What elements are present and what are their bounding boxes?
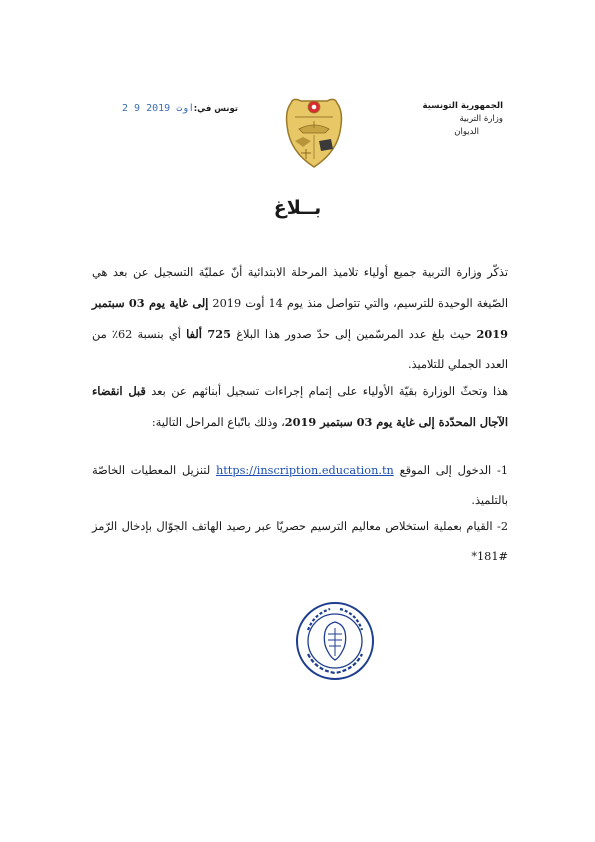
page-title: بــلاغ xyxy=(273,197,322,219)
republic-name: الجمهورية التونسية xyxy=(422,101,503,111)
step-one-text-end: لتنزيل المعطيات الخاصّة بالتلميذ. xyxy=(92,464,508,507)
step-two: 2- القيام بعملية استخلاص معاليم الترسيم حصريّا عبر رصيد الهاتف الجوّال بإدخال الرّمز #181* xyxy=(92,520,508,563)
reminder-text-end: ، وذلك باتّباع المراحل التالية: xyxy=(151,416,285,429)
intro-text-end: أي بنسبة 62٪ من العدد الجملي للتلاميذ. xyxy=(92,328,508,371)
paragraph-intro xyxy=(92,258,508,380)
date-stamp: 2 9 اوت 2019 xyxy=(122,103,195,114)
ministry-seal-stamp xyxy=(294,600,376,682)
paragraph-reminder xyxy=(92,376,508,438)
intro-text: تذكّر وزارة التربية جميع أولياء تلاميذ المرحلة الابتدائية أنّ عمليّة التسجيل عن بعد هي الصّيغة الوحيدة للترسيم، والتي تتواصل منذ يوم 14 أوت 2019 xyxy=(92,266,508,310)
step-one xyxy=(92,456,508,516)
inscription-link[interactable]: https://inscription.education.tn xyxy=(215,464,394,477)
date-label: تونس في: xyxy=(193,104,238,114)
reminder-deadline: قبل انقضاء الآجال المحدّدة إلى غاية يوم 03 سبتمبر 2019 xyxy=(92,384,508,429)
intro-count: 725 ألفا xyxy=(186,327,231,341)
coat-of-arms-emblem xyxy=(281,95,347,169)
ministry-name: وزارة التربية xyxy=(459,114,503,124)
cabinet-name: الديوان xyxy=(454,127,479,137)
date-block xyxy=(122,104,238,118)
reminder-text: هذا وتحثّ الوزارة بقيّة الأولياء على إتمام إجراءات تسجيل أبنائهم عن بعد xyxy=(145,385,508,398)
intro-text-mid: حيث بلغ عدد المرسّمين إلى حدّ صدور هذا البلاغ xyxy=(231,328,477,341)
intro-deadline: إلى غاية يوم 03 سبتمبر 2019 xyxy=(92,296,508,341)
step-one-text: 1- الدخول إلى الموقع xyxy=(393,464,509,477)
letterhead xyxy=(363,100,503,139)
